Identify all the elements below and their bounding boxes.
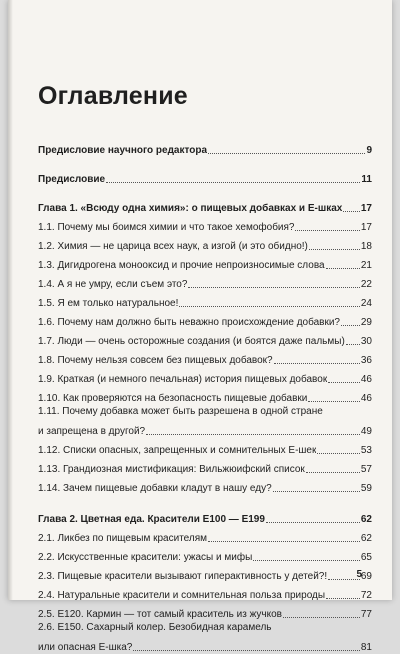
toc-entry-page: 46 <box>360 393 372 404</box>
toc-entry <box>38 545 372 564</box>
toc-entry <box>38 405 372 438</box>
toc-entry-page: 59 <box>360 483 372 494</box>
toc-entry <box>38 253 372 272</box>
toc-entry <box>38 367 372 386</box>
toc-entry-title: 2.5. Е120. Кармин — тот самый краситель из жучков <box>38 609 282 620</box>
toc-entry-title: 1.5. Я ем только натуральное! <box>38 298 179 309</box>
dot-leader <box>308 400 359 402</box>
toc-entry-title-continued: и запрещена в другой? <box>38 426 146 437</box>
toc-entry-title: Глава 2. Цветная еда. Красители Е100 — Е199 <box>38 514 265 525</box>
toc-entry-page: 30 <box>360 336 372 347</box>
toc-entry <box>38 564 372 583</box>
toc-entry <box>38 215 372 234</box>
toc-entry <box>38 329 372 348</box>
dot-leader <box>326 597 360 599</box>
toc-entry <box>38 386 372 405</box>
toc-entry <box>38 348 372 367</box>
toc-entry-page: 65 <box>360 552 372 563</box>
dot-leader <box>266 521 360 523</box>
toc-section-entry <box>38 507 372 526</box>
toc-entry-page: 36 <box>360 355 372 366</box>
toc-entry-title: Глава 1. «Всюду одна химия»: о пищевых добавках и Е-шках <box>38 203 343 214</box>
toc-entry <box>38 526 372 545</box>
toc-entry-page: 22 <box>360 279 372 290</box>
toc-entry-title: 1.2. Химия — не царица всех наук, а изгой (и это обидно!) <box>38 241 308 252</box>
toc-entry-page: 29 <box>360 317 372 328</box>
toc-entry-page: 62 <box>360 514 372 525</box>
toc-entry-title: 1.8. Почему нельзя совсем без пищевых добавок? <box>38 355 273 366</box>
toc-entry-title: 1.9. Краткая (и немного печальная) история пищевых добавок <box>38 374 328 385</box>
toc-entry-page: 9 <box>366 145 372 156</box>
toc-entry-title: 1.7. Люди — очень осторожные создания (и боятся даже пальмы) <box>38 336 345 347</box>
dot-leader <box>188 286 359 288</box>
toc-entry <box>38 583 372 602</box>
toc-entry-title: 1.14. Зачем пищевые добавки кладут в нашу еду? <box>38 483 272 494</box>
dot-leader <box>208 152 365 154</box>
toc-entry-title: 1.6. Почему нам должно быть неважно происхождение добавки? <box>38 317 340 328</box>
toc-entry-title: 2.2. Искусственные красители: ужасы и мифы <box>38 552 253 563</box>
toc-entry-page: 53 <box>360 445 372 456</box>
toc-entry-title: 1.13. Грандиозная мистификация: Вильжюифский список <box>38 464 305 475</box>
toc-entry <box>38 291 372 310</box>
book-page <box>8 0 392 653</box>
toc-entry-page: 49 <box>360 426 372 437</box>
toc-entry-title: Предисловие научного редактора <box>38 145 208 156</box>
toc-section-entry <box>38 138 372 157</box>
toc-entry <box>38 476 372 495</box>
toc-entry-page: 24 <box>360 298 372 309</box>
dot-leader <box>328 381 360 383</box>
dot-leader <box>309 248 360 250</box>
toc-entry-page: 57 <box>360 464 372 475</box>
page-title: Оглавление <box>38 82 188 110</box>
toc-entry-title: 1.11. Почему добавка может быть разрешена в одной стране <box>38 406 323 417</box>
toc-section-entry <box>38 167 372 186</box>
toc-entry-page: 62 <box>360 533 372 544</box>
dot-leader <box>341 324 360 326</box>
dot-leader <box>295 229 359 231</box>
toc-entry <box>38 621 372 654</box>
toc-entry <box>38 272 372 291</box>
toc-entry-title: 2.4. Натуральные красители и сомнительная польза природы <box>38 590 326 601</box>
table-of-contents <box>38 138 372 654</box>
dot-leader <box>306 471 360 473</box>
dot-leader <box>179 305 359 307</box>
page-number: 5 <box>356 569 362 580</box>
dot-leader <box>274 362 360 364</box>
toc-entry-page: 72 <box>360 590 372 601</box>
toc-entry-title: 1.1. Почему мы боимся химии и что такое хемофобия? <box>38 222 295 233</box>
dot-leader <box>317 452 360 454</box>
toc-entry-title: 1.12. Списки опасных, запрещенных и сомнительных Е-шек <box>38 445 317 456</box>
dot-leader <box>346 343 360 345</box>
toc-entry-title: Предисловие <box>38 174 106 185</box>
toc-entry-page: 17 <box>360 222 372 233</box>
dot-leader <box>283 616 360 618</box>
dot-leader <box>253 559 360 561</box>
dot-leader <box>106 181 360 183</box>
toc-entry-title-continued: или опасная Е-шка? <box>38 642 133 653</box>
toc-entry-page: 17 <box>360 203 372 214</box>
dot-leader <box>326 267 360 269</box>
toc-entry-page: 77 <box>360 609 372 620</box>
toc-entry-title: 2.3. Пищевые красители вызывают гиперактивность у детей?! <box>38 571 328 582</box>
toc-entry <box>38 438 372 457</box>
dot-leader <box>343 210 360 212</box>
toc-entry-title: 1.4. А я не умру, если съем это? <box>38 279 188 290</box>
dot-leader <box>133 649 360 651</box>
dot-leader <box>146 433 360 435</box>
toc-entry-page: 69 <box>360 571 372 582</box>
toc-entry <box>38 234 372 253</box>
toc-entry <box>38 457 372 476</box>
toc-entry-page: 46 <box>360 374 372 385</box>
toc-entry-title: 2.1. Ликбез по пищевым красителям <box>38 533 208 544</box>
toc-entry-page: 21 <box>360 260 372 271</box>
toc-entry-title: 1.10. Как проверяются на безопасность пищевые добавки <box>38 393 308 404</box>
toc-entry-page: 81 <box>360 642 372 653</box>
toc-entry <box>38 310 372 329</box>
toc-entry-page: 11 <box>361 174 372 185</box>
toc-entry-page: 18 <box>360 241 372 252</box>
dot-leader <box>208 540 360 542</box>
toc-section-entry <box>38 196 372 215</box>
toc-entry-title: 2.6. Е150. Сахарный колер. Безобидная карамель <box>38 622 272 633</box>
toc-entry <box>38 602 372 621</box>
toc-entry-title: 1.3. Дигидрогена монооксид и прочие непроизносимые слова <box>38 260 325 271</box>
dot-leader <box>328 578 360 580</box>
dot-leader <box>273 490 360 492</box>
